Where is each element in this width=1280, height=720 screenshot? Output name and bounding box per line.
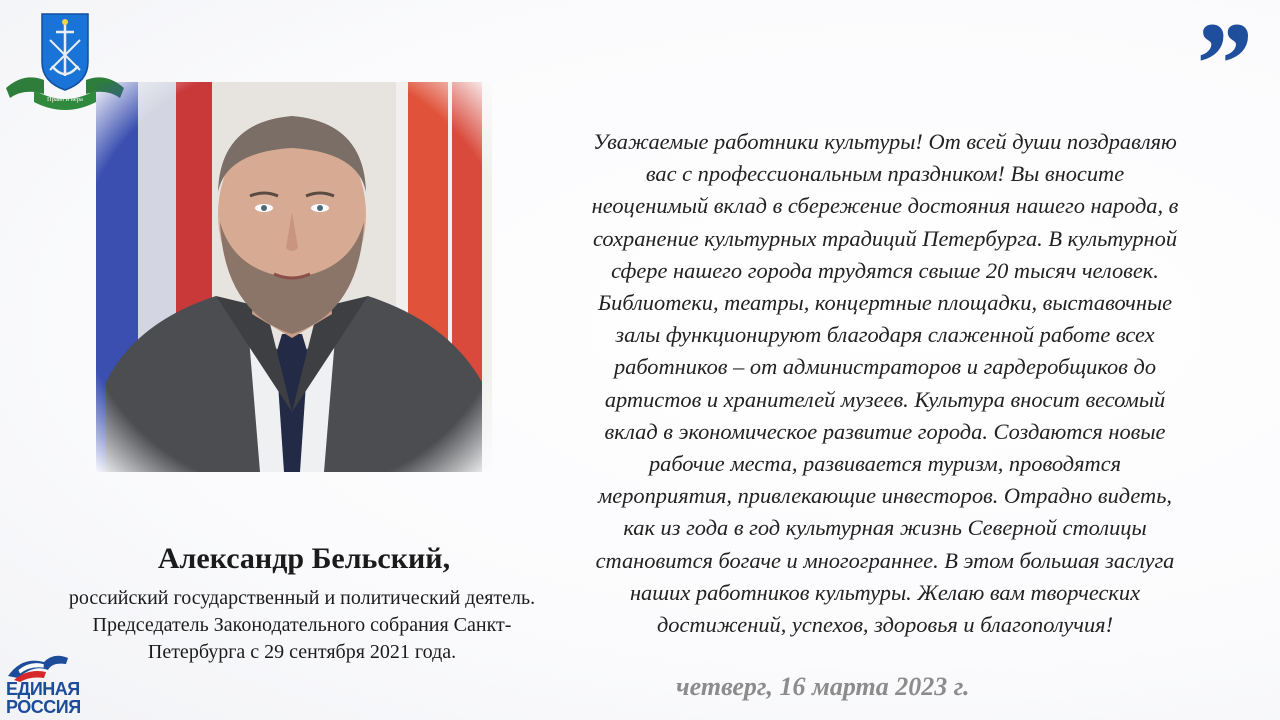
portrait-image — [96, 82, 492, 472]
united-russia-logo — [4, 650, 94, 716]
speech-line: неоценимый вклад в сбережение достояния нашего народа, в — [591, 193, 1179, 219]
bear-flag-icon — [4, 650, 94, 682]
coat-ribbon-text: Право и вера — [47, 96, 83, 103]
quote-mark-icon: ” — [1190, 0, 1250, 130]
speech-line: работников – от администраторов и гардеробщиков до — [613, 354, 1157, 380]
role-line: Петербурга с 29 сентября 2021 года. — [147, 641, 457, 663]
speech-line: Уважаемые работники культуры! От всей души поздравляю — [593, 129, 1177, 154]
person-role — [22, 585, 582, 666]
party-name-line1: ЕДИНАЯ — [6, 679, 80, 699]
speech-line: достижений, успехов, здоровья и благополучия! — [656, 612, 1114, 638]
speech-line: вас с профессиональным праздником! Вы вносите — [645, 161, 1125, 187]
speech-line: мероприятия, привлекающие инвесторов. Отрадно видеть, — [597, 483, 1173, 509]
date-label: четверг, 16 марта 2023 г. — [676, 672, 970, 701]
speech-line: как из года в год культурная жизнь Северной столицы — [623, 515, 1147, 541]
greeting-speech-text — [530, 126, 1240, 641]
speech-line: рабочие места, развивается туризм, проводятся — [648, 451, 1122, 477]
speech-line: залы функционируют благодаря слаженной работе всех — [615, 322, 1155, 348]
speech-line: Библиотеки, театры, концертные площадки, выставочные — [597, 290, 1173, 316]
party-name-line2: РОССИЯ — [6, 697, 81, 717]
speech-line: сохранение культурных традиций Петербурга. В культурной — [592, 225, 1178, 251]
role-line: российский государственный и политический деятель. — [68, 587, 536, 609]
speech-line: наших работников культуры. Желаю вам творческих — [629, 579, 1141, 605]
speech-line: сфере нашего города трудятся свыше 20 тысяч человек. — [611, 257, 1159, 283]
speech-line: вклад в экономическое развитие города. Создаются новые — [604, 418, 1166, 444]
role-line: Председатель Законодательного собрания Санкт- — [92, 614, 512, 636]
speech-line: артистов и хранителей музеев. Культура вносит весомый — [604, 386, 1166, 412]
speech-line: становится богаче и многограннее. В этом большая заслуга — [595, 547, 1175, 573]
person-name: Александр Бельский, — [157, 542, 451, 575]
